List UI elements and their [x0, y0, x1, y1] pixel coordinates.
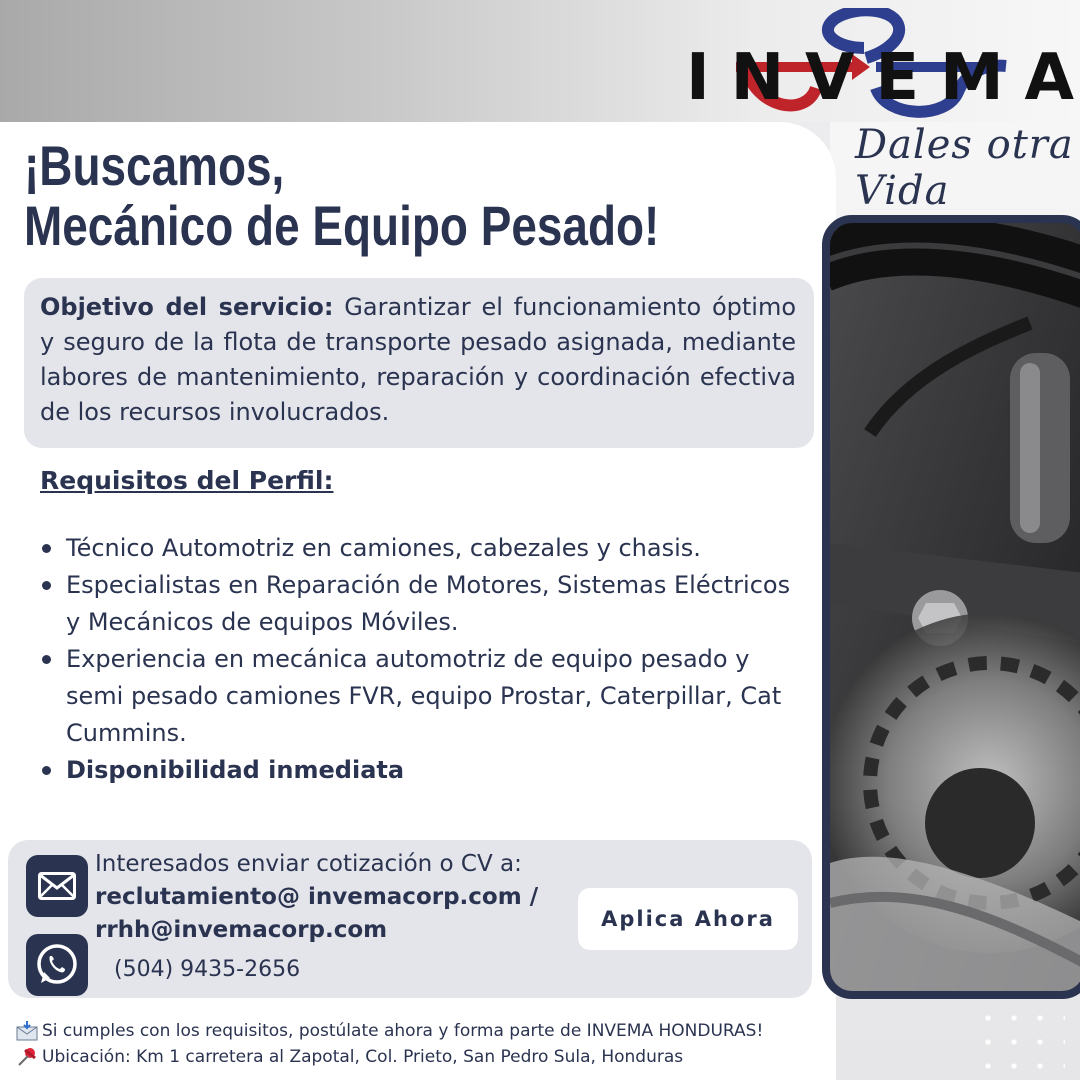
envelope-icon-graphic: [38, 872, 76, 900]
logo-letter: E: [875, 41, 922, 115]
list-item: Disponibilidad inmediata: [40, 752, 810, 789]
logo-letter: I: [686, 41, 712, 115]
logo-wordmark: [686, 38, 1076, 118]
footer-notes: [16, 1018, 836, 1070]
requirements-title: Requisitos del Perfil:: [40, 466, 334, 495]
page-title: [24, 134, 660, 257]
whatsapp-icon[interactable]: [26, 934, 88, 996]
contact-box: [8, 840, 812, 998]
apply-now-button[interactable]: Aplica Ahora: [578, 888, 798, 950]
footer-location-text: Ubicación: Km 1 carretera al Zapotal, Col. Prieto, San Pedro Sula, Honduras: [42, 1047, 684, 1067]
objective-box: [24, 278, 814, 448]
list-item: Especialistas en Reparación de Motores, Sistemas Eléctricos y Mecánicos de equipos Móviles.: [40, 567, 810, 641]
logo-letter: A: [1024, 41, 1076, 115]
list-item: Experiencia en mecánica automotriz de equipo pesado y semi pesado camiones FVR, equipo Prostar, Caterpillar, Cat Cummins.: [40, 641, 810, 752]
invema-logo: [686, 8, 1076, 120]
email-link-2[interactable]: rrhh@invemacorp.com: [95, 917, 388, 943]
contact-intro: Interesados enviar cotización o CV a:: [95, 851, 522, 877]
email-link-1[interactable]: reclutamiento@ invemacorp.com /: [95, 884, 539, 910]
requirements-list: [40, 530, 810, 789]
footer-line-apply: [16, 1018, 836, 1044]
phone-number[interactable]: (504) 9435-2656: [114, 957, 301, 982]
title-line-1: ¡Buscamos,: [24, 134, 285, 197]
footer-line-location: [16, 1044, 836, 1070]
envelope-arrow-icon: [16, 1021, 38, 1041]
objective-text: Garantizar el funcionamiento óptimo y seguro de la flota de transporte pesado asignada, mediante labores de mantenimiento, reparación y coordinación efectiva de los recursos involucrados.: [40, 293, 796, 426]
objective-label: Objetivo del servicio:: [40, 293, 334, 321]
contact-info: [95, 848, 565, 947]
whatsapp-icon-graphic: [34, 942, 80, 988]
engine-photo: [822, 215, 1080, 999]
logo-letter: M: [939, 41, 1006, 115]
logo-letter: V: [805, 41, 857, 115]
envelope-icon[interactable]: [26, 855, 88, 917]
logo-letter: N: [730, 41, 787, 115]
footer-apply-text: Si cumples con los requisitos, postúlate ahora y forma parte de INVEMA HONDURAS!: [42, 1021, 764, 1041]
title-line-2: Mecánico de Equipo Pesado!: [24, 194, 660, 257]
pushpin-icon: [16, 1047, 38, 1067]
engine-illustration: [830, 223, 1080, 991]
decorative-dots: [975, 1006, 1065, 1076]
list-item: Técnico Automotriz en camiones, cabezales y chasis.: [40, 530, 810, 567]
brand-tagline: Dales otra Vida: [855, 122, 1074, 214]
